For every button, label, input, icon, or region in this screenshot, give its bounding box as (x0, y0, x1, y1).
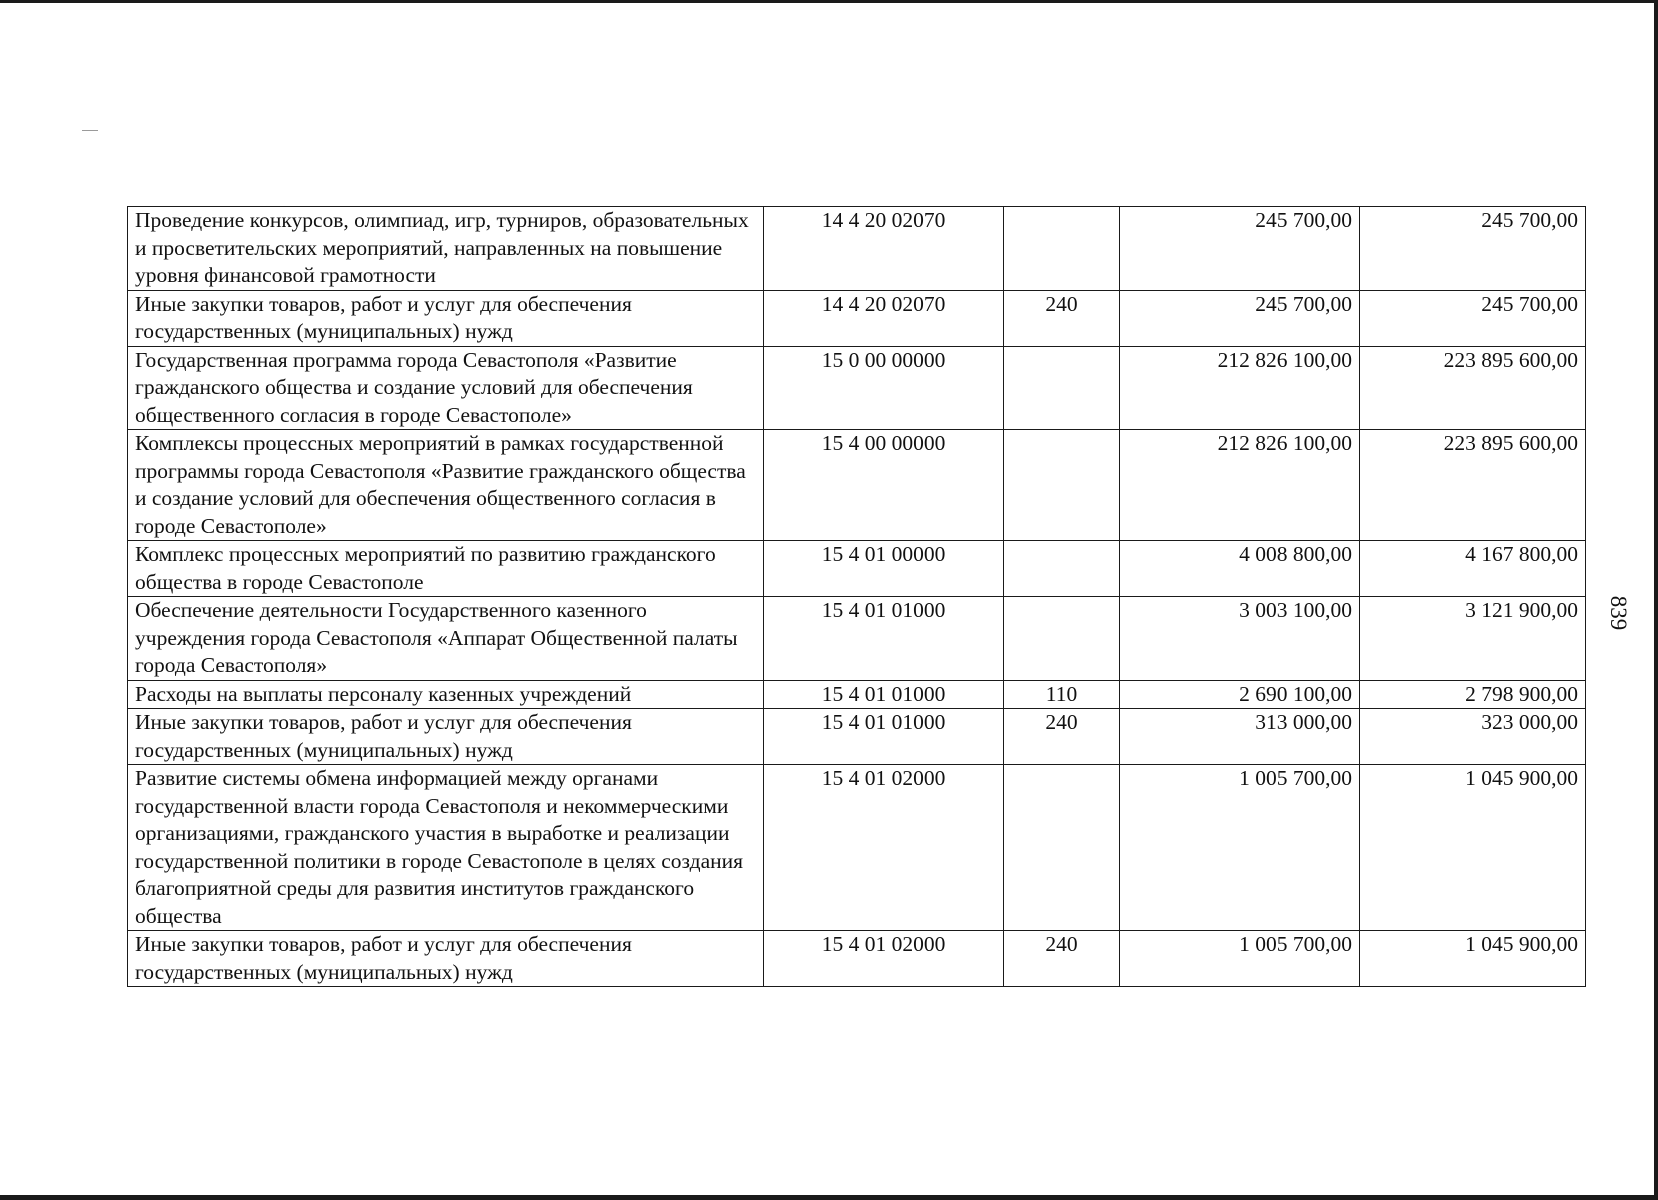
row-sum1-cell: 245 700,00 (1120, 290, 1360, 346)
row-sum1-cell: 3 003 100,00 (1120, 597, 1360, 681)
table-row (128, 207, 1586, 291)
table-row (128, 541, 1586, 597)
row-code-cell: 15 4 00 00000 (764, 430, 1004, 541)
budget-table (127, 206, 1586, 987)
page-number: 839 (1606, 595, 1631, 631)
table-row (128, 597, 1586, 681)
row-name-cell: Развитие системы обмена информацией между органами государственной власти города Севастополя и некоммерческими организациями, гражданского участия в выработке и реализации государственной политики в городе Севастополе в целях создания благоприятной среды для развития институтов гражданского общества (128, 765, 764, 931)
row-sum2-cell: 3 121 900,00 (1360, 597, 1586, 681)
row-sum1-cell: 245 700,00 (1120, 207, 1360, 291)
table-row (128, 931, 1586, 987)
row-sum2-cell: 245 700,00 (1360, 207, 1586, 291)
row-sum2-cell: 223 895 600,00 (1360, 430, 1586, 541)
row-name-cell: Государственная программа города Севастополя «Развитие гражданского общества и создание условий для обеспечения общественного согласия в городе Севастополе» (128, 346, 764, 430)
row-type-cell (1004, 597, 1120, 681)
row-type-cell: 240 (1004, 290, 1120, 346)
row-sum2-cell: 223 895 600,00 (1360, 346, 1586, 430)
table-row (128, 680, 1586, 709)
scan-margin-mark (82, 130, 98, 131)
row-sum1-cell: 1 005 700,00 (1120, 931, 1360, 987)
row-type-cell: 240 (1004, 931, 1120, 987)
row-sum2-cell: 2 798 900,00 (1360, 680, 1586, 709)
row-code-cell: 14 4 20 02070 (764, 290, 1004, 346)
row-type-cell: 110 (1004, 680, 1120, 709)
row-type-cell (1004, 430, 1120, 541)
scan-border-right (1654, 0, 1658, 1200)
row-sum2-cell: 4 167 800,00 (1360, 541, 1586, 597)
scan-border-top (0, 0, 1658, 3)
row-code-cell: 15 4 01 01000 (764, 709, 1004, 765)
row-type-cell: 240 (1004, 709, 1120, 765)
row-sum1-cell: 2 690 100,00 (1120, 680, 1360, 709)
table-row (128, 430, 1586, 541)
table-row (128, 709, 1586, 765)
table-row (128, 346, 1586, 430)
row-name-cell: Расходы на выплаты персоналу казенных учреждений (128, 680, 764, 709)
row-sum1-cell: 4 008 800,00 (1120, 541, 1360, 597)
row-name-cell: Обеспечение деятельности Государственного казенного учреждения города Севастополя «Аппарат Общественной палаты города Севастополя» (128, 597, 764, 681)
row-sum1-cell: 313 000,00 (1120, 709, 1360, 765)
row-type-cell (1004, 346, 1120, 430)
row-sum2-cell: 245 700,00 (1360, 290, 1586, 346)
row-code-cell: 15 4 01 02000 (764, 765, 1004, 931)
table-row (128, 765, 1586, 931)
row-type-cell (1004, 541, 1120, 597)
row-code-cell: 15 0 00 00000 (764, 346, 1004, 430)
row-sum1-cell: 1 005 700,00 (1120, 765, 1360, 931)
row-name-cell: Иные закупки товаров, работ и услуг для обеспечения государственных (муниципальных) нужд (128, 290, 764, 346)
scan-border-bottom (0, 1195, 1658, 1200)
row-name-cell: Проведение конкурсов, олимпиад, игр, турниров, образовательных и просветительских мероприятий, направленных на повышение уровня финансовой грамотности (128, 207, 764, 291)
row-sum2-cell: 1 045 900,00 (1360, 765, 1586, 931)
table-row (128, 290, 1586, 346)
row-code-cell: 15 4 01 02000 (764, 931, 1004, 987)
row-sum2-cell: 323 000,00 (1360, 709, 1586, 765)
row-code-cell: 15 4 01 01000 (764, 597, 1004, 681)
row-type-cell (1004, 207, 1120, 291)
row-name-cell: Комплексы процессных мероприятий в рамках государственной программы города Севастополя «Развитие гражданского общества и создание условий для обеспечения общественного согласия в городе Севастополе» (128, 430, 764, 541)
row-name-cell: Комплекс процессных мероприятий по развитию гражданского общества в городе Севастополе (128, 541, 764, 597)
row-sum1-cell: 212 826 100,00 (1120, 346, 1360, 430)
row-name-cell: Иные закупки товаров, работ и услуг для обеспечения государственных (муниципальных) нужд (128, 931, 764, 987)
row-code-cell: 15 4 01 00000 (764, 541, 1004, 597)
row-code-cell: 14 4 20 02070 (764, 207, 1004, 291)
row-sum1-cell: 212 826 100,00 (1120, 430, 1360, 541)
row-code-cell: 15 4 01 01000 (764, 680, 1004, 709)
row-type-cell (1004, 765, 1120, 931)
row-sum2-cell: 1 045 900,00 (1360, 931, 1586, 987)
row-name-cell: Иные закупки товаров, работ и услуг для обеспечения государственных (муниципальных) нужд (128, 709, 764, 765)
